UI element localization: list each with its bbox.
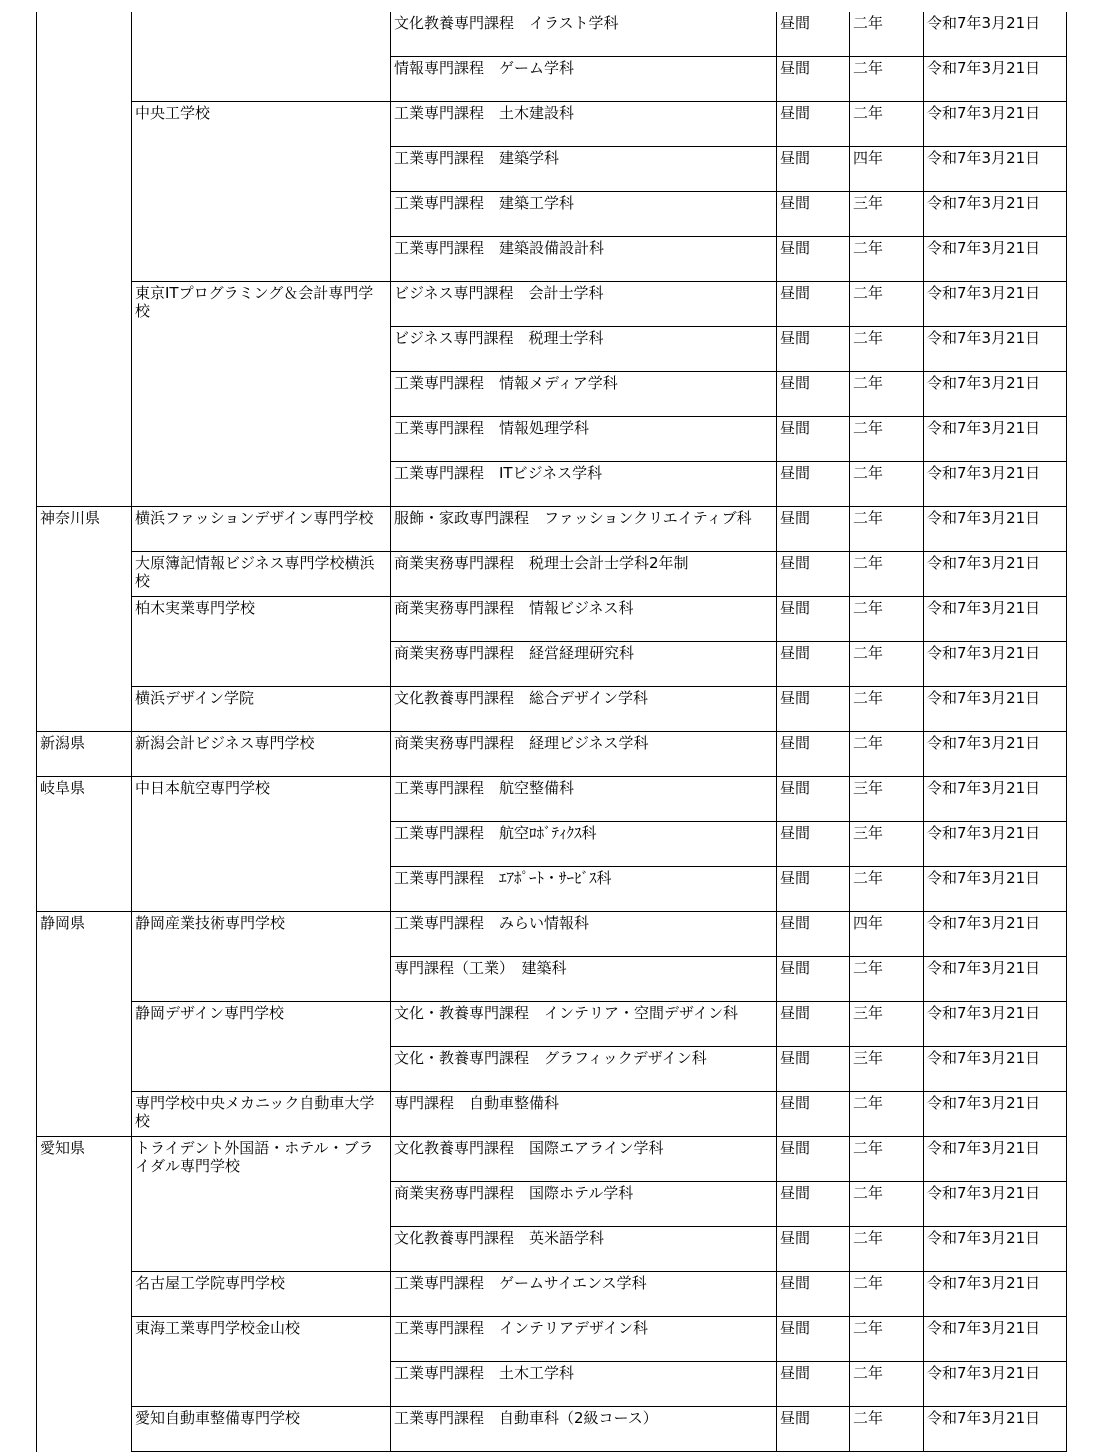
prefecture-cell	[37, 1002, 132, 1047]
table-row	[37, 327, 1067, 372]
school-cell: 静岡産業技術専門学校	[132, 912, 391, 957]
time-cell: 昼間	[777, 1137, 850, 1182]
time-cell: 昼間	[777, 147, 850, 192]
course-cell: 文化教養専門課程 総合デザイン学科	[391, 687, 777, 732]
table-row	[37, 1317, 1067, 1362]
table-row	[37, 597, 1067, 642]
years-cell: 二年	[850, 372, 924, 417]
time-cell: 昼間	[777, 12, 850, 57]
school-cell: 専門学校中央メカニック自動車大学校	[132, 1092, 391, 1137]
prefecture-cell	[37, 1407, 132, 1452]
years-cell: 三年	[850, 822, 924, 867]
prefecture-cell	[37, 417, 132, 462]
time-cell: 昼間	[777, 237, 850, 282]
years-cell: 四年	[850, 147, 924, 192]
prefecture-cell: 岐阜県	[37, 777, 132, 822]
table-row	[37, 822, 1067, 867]
years-cell: 二年	[850, 867, 924, 912]
table-row	[37, 462, 1067, 507]
prefecture-cell: 愛知県	[37, 1137, 132, 1182]
date-cell: 令和7年3月21日	[924, 1272, 1067, 1317]
table-row	[37, 1272, 1067, 1317]
prefecture-cell	[37, 1317, 132, 1362]
time-cell: 昼間	[777, 57, 850, 102]
time-cell: 昼間	[777, 1047, 850, 1092]
years-cell: 二年	[850, 507, 924, 552]
course-cell: 文化・教養専門課程 グラフィックデザイン科	[391, 1047, 777, 1092]
date-cell: 令和7年3月21日	[924, 1182, 1067, 1227]
years-cell: 三年	[850, 192, 924, 237]
school-cell: 横浜デザイン学院	[132, 687, 391, 732]
course-cell: 商業実務専門課程 経理ビジネス学科	[391, 732, 777, 777]
prefecture-cell	[37, 597, 132, 642]
time-cell: 昼間	[777, 822, 850, 867]
table-row	[37, 1047, 1067, 1092]
date-cell: 令和7年3月21日	[924, 867, 1067, 912]
table-row	[37, 192, 1067, 237]
table-row	[37, 237, 1067, 282]
school-cell	[132, 147, 391, 192]
years-cell: 二年	[850, 597, 924, 642]
table-row	[37, 417, 1067, 462]
date-cell: 令和7年3月21日	[924, 372, 1067, 417]
time-cell: 昼間	[777, 462, 850, 507]
time-cell: 昼間	[777, 327, 850, 372]
date-cell: 令和7年3月21日	[924, 597, 1067, 642]
years-cell: 二年	[850, 732, 924, 777]
time-cell: 昼間	[777, 552, 850, 597]
school-cell	[132, 327, 391, 372]
years-cell: 二年	[850, 57, 924, 102]
years-cell: 二年	[850, 12, 924, 57]
course-cell: 工業専門課程 ITビジネス学科	[391, 462, 777, 507]
time-cell: 昼間	[777, 732, 850, 777]
prefecture-cell	[37, 12, 132, 57]
years-cell: 二年	[850, 1182, 924, 1227]
years-cell: 二年	[850, 1227, 924, 1272]
table-row	[37, 732, 1067, 777]
date-cell: 令和7年3月21日	[924, 957, 1067, 1002]
time-cell: 昼間	[777, 1317, 850, 1362]
table-row	[37, 1227, 1067, 1272]
prefecture-cell	[37, 192, 132, 237]
table-row	[37, 957, 1067, 1002]
date-cell: 令和7年3月21日	[924, 1317, 1067, 1362]
school-cell: 静岡デザイン専門学校	[132, 1002, 391, 1047]
school-cell	[132, 1047, 391, 1092]
prefecture-cell	[37, 1182, 132, 1227]
prefecture-cell: 静岡県	[37, 912, 132, 957]
date-cell: 令和7年3月21日	[924, 327, 1067, 372]
years-cell: 三年	[850, 1047, 924, 1092]
prefecture-cell	[37, 552, 132, 597]
prefecture-cell	[37, 237, 132, 282]
school-cell: 東京ITプログラミング＆会計専門学校	[132, 282, 391, 327]
years-cell: 二年	[850, 1272, 924, 1317]
school-course-table-sheet	[36, 12, 1066, 1452]
school-cell	[132, 957, 391, 1002]
school-cell: 名古屋工学院専門学校	[132, 1272, 391, 1317]
years-cell: 二年	[850, 642, 924, 687]
prefecture-cell	[37, 1047, 132, 1092]
course-cell: 情報専門課程 ゲーム学科	[391, 57, 777, 102]
school-cell	[132, 57, 391, 102]
school-cell: 柏木実業専門学校	[132, 597, 391, 642]
school-cell	[132, 462, 391, 507]
course-cell: 工業専門課程 情報メディア学科	[391, 372, 777, 417]
school-cell	[132, 822, 391, 867]
prefecture-cell	[37, 462, 132, 507]
date-cell: 令和7年3月21日	[924, 282, 1067, 327]
years-cell: 二年	[850, 1137, 924, 1182]
school-cell: 横浜ファッションデザイン専門学校	[132, 507, 391, 552]
prefecture-cell	[37, 102, 132, 147]
prefecture-cell	[37, 957, 132, 1002]
school-cell	[132, 1182, 391, 1227]
course-cell: 商業実務専門課程 情報ビジネス科	[391, 597, 777, 642]
prefecture-cell	[37, 1362, 132, 1407]
date-cell: 令和7年3月21日	[924, 57, 1067, 102]
years-cell: 三年	[850, 1002, 924, 1047]
course-cell: 文化・教養専門課程 インテリア・空間デザイン科	[391, 1002, 777, 1047]
course-cell: 工業専門課程 航空ﾛﾎﾞﾃｨｸｽ科	[391, 822, 777, 867]
date-cell: 令和7年3月21日	[924, 1047, 1067, 1092]
date-cell: 令和7年3月21日	[924, 687, 1067, 732]
course-cell: 工業専門課程 インテリアデザイン科	[391, 1317, 777, 1362]
time-cell: 昼間	[777, 1002, 850, 1047]
course-cell: 専門課程（工業） 建築科	[391, 957, 777, 1002]
date-cell: 令和7年3月21日	[924, 147, 1067, 192]
date-cell: 令和7年3月21日	[924, 822, 1067, 867]
course-cell: 工業専門課程 航空整備科	[391, 777, 777, 822]
school-cell: 愛知自動車整備専門学校	[132, 1407, 391, 1452]
time-cell: 昼間	[777, 687, 850, 732]
table-row	[37, 552, 1067, 597]
prefecture-cell	[37, 282, 132, 327]
years-cell: 二年	[850, 462, 924, 507]
date-cell: 令和7年3月21日	[924, 1362, 1067, 1407]
course-cell: 工業専門課程 情報処理学科	[391, 417, 777, 462]
prefecture-cell	[37, 372, 132, 417]
table-row	[37, 1137, 1067, 1182]
school-cell	[132, 642, 391, 687]
course-cell: 工業専門課程 ゲームサイエンス学科	[391, 1272, 777, 1317]
years-cell: 二年	[850, 687, 924, 732]
time-cell: 昼間	[777, 1362, 850, 1407]
prefecture-cell	[37, 822, 132, 867]
prefecture-cell	[37, 642, 132, 687]
time-cell: 昼間	[777, 1272, 850, 1317]
prefecture-cell	[37, 687, 132, 732]
date-cell: 令和7年3月21日	[924, 1407, 1067, 1452]
years-cell: 二年	[850, 102, 924, 147]
years-cell: 二年	[850, 1362, 924, 1407]
course-cell: 文化教養専門課程 イラスト学科	[391, 12, 777, 57]
date-cell: 令和7年3月21日	[924, 1092, 1067, 1137]
date-cell: 令和7年3月21日	[924, 1227, 1067, 1272]
date-cell: 令和7年3月21日	[924, 912, 1067, 957]
school-cell	[132, 1227, 391, 1272]
school-cell: トライデント外国語・ホテル・ブライダル専門学校	[132, 1137, 391, 1182]
school-cell	[132, 417, 391, 462]
date-cell: 令和7年3月21日	[924, 462, 1067, 507]
date-cell: 令和7年3月21日	[924, 732, 1067, 777]
course-cell: 工業専門課程 建築学科	[391, 147, 777, 192]
table-row	[37, 912, 1067, 957]
school-cell	[132, 192, 391, 237]
time-cell: 昼間	[777, 102, 850, 147]
prefecture-cell	[37, 867, 132, 912]
date-cell: 令和7年3月21日	[924, 1137, 1067, 1182]
table-row	[37, 777, 1067, 822]
date-cell: 令和7年3月21日	[924, 102, 1067, 147]
prefecture-cell	[37, 327, 132, 372]
years-cell: 二年	[850, 1092, 924, 1137]
table-row	[37, 687, 1067, 732]
school-cell	[132, 867, 391, 912]
table-row	[37, 867, 1067, 912]
time-cell: 昼間	[777, 192, 850, 237]
years-cell: 二年	[850, 957, 924, 1002]
date-cell: 令和7年3月21日	[924, 507, 1067, 552]
time-cell: 昼間	[777, 1092, 850, 1137]
school-cell	[132, 372, 391, 417]
date-cell: 令和7年3月21日	[924, 192, 1067, 237]
course-cell: 服飾・家政専門課程 ファッションクリエイティブ科	[391, 507, 777, 552]
table-row	[37, 1002, 1067, 1047]
table-row	[37, 57, 1067, 102]
course-cell: 工業専門課程 ｴｱﾎﾟｰﾄ・ｻｰﾋﾞｽ科	[391, 867, 777, 912]
date-cell: 令和7年3月21日	[924, 1002, 1067, 1047]
course-cell: 専門課程 自動車整備科	[391, 1092, 777, 1137]
course-cell: 工業専門課程 建築工学科	[391, 192, 777, 237]
table-row	[37, 1362, 1067, 1407]
date-cell: 令和7年3月21日	[924, 642, 1067, 687]
prefecture-cell	[37, 1092, 132, 1137]
prefecture-cell: 新潟県	[37, 732, 132, 777]
course-cell: 文化教養専門課程 国際エアライン学科	[391, 1137, 777, 1182]
years-cell: 二年	[850, 1407, 924, 1452]
time-cell: 昼間	[777, 1227, 850, 1272]
table-row	[37, 282, 1067, 327]
years-cell: 四年	[850, 912, 924, 957]
course-cell: 文化教養専門課程 英米語学科	[391, 1227, 777, 1272]
time-cell: 昼間	[777, 867, 850, 912]
years-cell: 二年	[850, 417, 924, 462]
table-row	[37, 12, 1067, 57]
table-body	[37, 12, 1067, 1452]
course-cell: 工業専門課程 土木工学科	[391, 1362, 777, 1407]
time-cell: 昼間	[777, 417, 850, 462]
years-cell: 二年	[850, 282, 924, 327]
table-row	[37, 642, 1067, 687]
table-row	[37, 372, 1067, 417]
time-cell: 昼間	[777, 507, 850, 552]
date-cell: 令和7年3月21日	[924, 552, 1067, 597]
table-row	[37, 1182, 1067, 1227]
time-cell: 昼間	[777, 777, 850, 822]
table-row	[37, 1407, 1067, 1452]
table-row	[37, 147, 1067, 192]
time-cell: 昼間	[777, 912, 850, 957]
years-cell: 二年	[850, 1317, 924, 1362]
prefecture-cell	[37, 57, 132, 102]
time-cell: 昼間	[777, 1182, 850, 1227]
course-cell: 商業実務専門課程 経営経理研究科	[391, 642, 777, 687]
school-cell: 中央工学校	[132, 102, 391, 147]
date-cell: 令和7年3月21日	[924, 417, 1067, 462]
school-cell: 大原簿記情報ビジネス専門学校横浜校	[132, 552, 391, 597]
school-course-table	[36, 12, 1067, 1452]
table-row	[37, 507, 1067, 552]
course-cell: 工業専門課程 土木建設科	[391, 102, 777, 147]
prefecture-cell	[37, 1227, 132, 1272]
school-cell: 新潟会計ビジネス専門学校	[132, 732, 391, 777]
time-cell: 昼間	[777, 642, 850, 687]
school-cell	[132, 237, 391, 282]
course-cell: 工業専門課程 建築設備設計科	[391, 237, 777, 282]
school-cell: 東海工業専門学校金山校	[132, 1317, 391, 1362]
school-cell	[132, 1362, 391, 1407]
course-cell: 商業実務専門課程 国際ホテル学科	[391, 1182, 777, 1227]
school-cell: 中日本航空専門学校	[132, 777, 391, 822]
table-row	[37, 1092, 1067, 1137]
time-cell: 昼間	[777, 372, 850, 417]
course-cell: 工業専門課程 みらい情報科	[391, 912, 777, 957]
date-cell: 令和7年3月21日	[924, 237, 1067, 282]
time-cell: 昼間	[777, 597, 850, 642]
prefecture-cell	[37, 1272, 132, 1317]
prefecture-cell	[37, 147, 132, 192]
course-cell: ビジネス専門課程 税理士学科	[391, 327, 777, 372]
course-cell: 商業実務専門課程 税理士会計士学科2年制	[391, 552, 777, 597]
school-cell	[132, 12, 391, 57]
years-cell: 三年	[850, 777, 924, 822]
course-cell: 工業専門課程 自動車科（2級コース）	[391, 1407, 777, 1452]
years-cell: 二年	[850, 327, 924, 372]
time-cell: 昼間	[777, 1407, 850, 1452]
course-cell: ビジネス専門課程 会計士学科	[391, 282, 777, 327]
table-row	[37, 102, 1067, 147]
date-cell: 令和7年3月21日	[924, 777, 1067, 822]
time-cell: 昼間	[777, 957, 850, 1002]
date-cell: 令和7年3月21日	[924, 12, 1067, 57]
prefecture-cell: 神奈川県	[37, 507, 132, 552]
years-cell: 二年	[850, 552, 924, 597]
time-cell: 昼間	[777, 282, 850, 327]
years-cell: 二年	[850, 237, 924, 282]
